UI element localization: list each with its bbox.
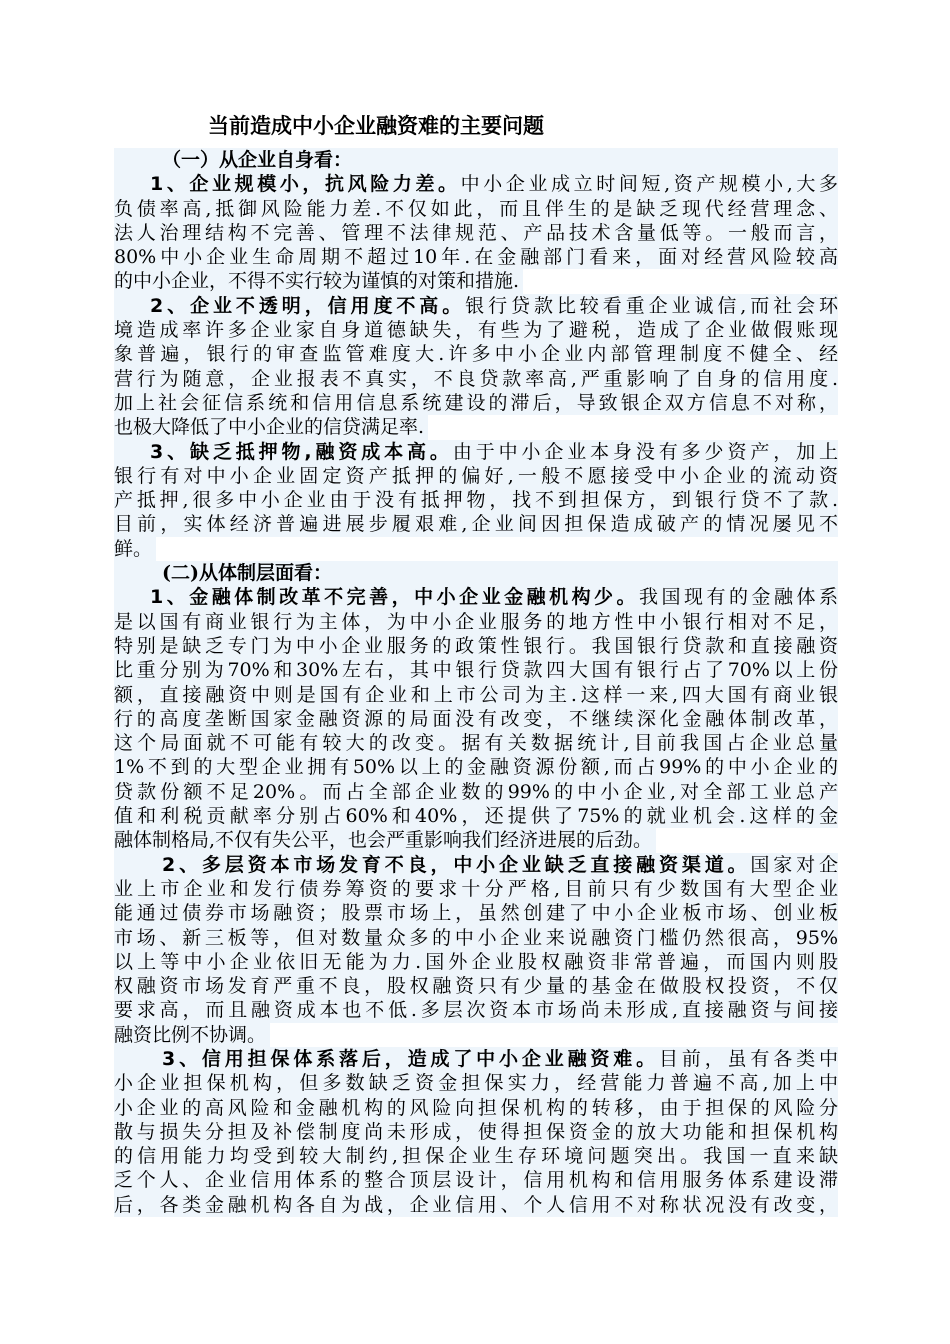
paragraph-line: 要求高，而且融资成本也不低.多层次资本市场尚未形成,直接融资与间接 bbox=[114, 999, 838, 1022]
paragraph-line: 3、缺乏抵押物,融资成本高。由于中小企业本身没有多少资产，加上 bbox=[114, 440, 838, 464]
paragraph-line: 权融资市场发育严重不良，股权融资只有少量的基金在做股权投资，不仅 bbox=[114, 975, 838, 998]
paragraph-line: 额，直接融资中则是国有企业和上市公司为主.这样一来,四大国有商业银 bbox=[114, 683, 838, 706]
paragraph-line: 散与损失分担及补偿制度尚未形成，使得担保资金的放大功能和担保机构 bbox=[114, 1120, 838, 1143]
paragraph-line: 1、企业规模小，抗风险力差。中小企业成立时间短,资产规模小,大多 bbox=[114, 172, 838, 196]
paragraph-line: 后，各类金融机构各自为战，企业信用、个人信用不对称状况没有改变， bbox=[114, 1193, 838, 1216]
paragraph-line: 融体制格局,不仅有失公平，也会严重影响我们经济进展的后劲。 bbox=[114, 828, 656, 852]
paragraph-line: 特别是缺乏专门为中小企业服务的政策性银行。我国银行贷款和直接融资 bbox=[114, 634, 838, 657]
paragraph-line: 2、企业不透明，信用度不高。银行贷款比较看重企业诚信,而社会环 bbox=[114, 294, 838, 318]
paragraph-line: 业上市企业和发行债券筹资的要求十分严格,目前只有少数国有大型企业 bbox=[114, 877, 838, 900]
paragraph-line: 境造成率许多企业家自身道德缺失，有些为了避税，造成了企业做假账现 bbox=[114, 319, 838, 342]
paragraph-line: 以上等中小企业依旧无能为力.国外企业股权融资非常普遍，而国内则股 bbox=[114, 950, 838, 973]
paragraph-line: 3、信用担保体系落后，造成了中小企业融资难。目前，虽有各类中 bbox=[114, 1047, 838, 1071]
document-body bbox=[114, 148, 838, 1217]
paragraph-line: 鲜。 bbox=[114, 537, 156, 561]
paragraph-line: 小企业担保机构，但多数缺乏资金担保实力，经营能力普遍不高,加上中 bbox=[114, 1072, 838, 1095]
document-title: 当前造成中小企业融资难的主要问题 bbox=[208, 114, 544, 138]
paragraph-lead: 3、缺乏抵押物,融资成本高。 bbox=[150, 440, 453, 463]
paragraph-line: 法人治理结构不完善、管理不法律规范、产品技术含量低等。一般而言， bbox=[114, 221, 838, 244]
paragraph-lead: 3、信用担保体系落后，造成了中小企业融资难。 bbox=[162, 1047, 659, 1070]
paragraph-line: 1%不到的大型企业拥有50%以上的金融资源份额,而占99%的中小企业的 bbox=[114, 756, 838, 779]
paragraph-line: 市场、新三板等，但对数量众多的中小企业来说融资门槛仍然很高，95% bbox=[114, 926, 838, 949]
paragraph-line: 行的高度垄断国家金融资源的局面没有改变，不继续深化金融体制改革， bbox=[114, 707, 838, 730]
paragraph-line: 比重分别为70%和30%左右，其中银行贷款四大国有银行占了70%以上份 bbox=[114, 659, 838, 682]
paragraph-line: 的中小企业，不得不实行较为谨慎的对策和措施. bbox=[114, 269, 523, 293]
paragraph-line: 乏个人、企业信用体系的整合顶层设计，信用机构和信用服务体系建设滞 bbox=[114, 1169, 838, 1192]
paragraph-lead: 2、多层资本市场发育不良，中小企业缺乏直接融资渠道。 bbox=[162, 853, 751, 876]
section-heading-enterprise: （一）从企业自身看： bbox=[114, 148, 838, 172]
section-heading-institutional: (二)从体制层面看： bbox=[114, 561, 838, 585]
paragraph-line: 小企业的高风险和金融机构的风险向担保机构的转移，由于担保的风险分 bbox=[114, 1096, 838, 1119]
paragraph-line: 产抵押,很多中小企业由于没有抵押物，找不到担保方，到银行贷不了款. bbox=[114, 489, 838, 512]
paragraph-line: 的信用能力均受到较大制约,担保企业生存环境问题突出。我国一直来缺 bbox=[114, 1145, 838, 1168]
paragraph-line: 1、金融体制改革不完善，中小企业金融机构少。我国现有的金融体系 bbox=[114, 585, 838, 609]
paragraph-line: 目前，实体经济普遍进展步履艰难,企业间因担保造成破产的情况屡见不 bbox=[114, 513, 838, 536]
paragraph-line: 也极大降低了中小企业的信贷满足率. bbox=[114, 415, 428, 439]
paragraph-line: 值和利税贡献率分别占60%和40%，还提供了75%的就业机会.这样的金 bbox=[114, 805, 838, 828]
paragraph-line: 融资比例不协调。 bbox=[114, 1023, 270, 1047]
paragraph-line: 负债率高,抵御风险能力差.不仅如此，而且伴生的是缺乏现代经营理念、 bbox=[114, 197, 838, 220]
paragraph-line: 贷款份额不足20%。而占全部企业数的99%的中小企业,对全部工业总产 bbox=[114, 780, 838, 803]
paragraph-line: 加上社会征信系统和信用信息系统建设的滞后，导致银企双方信息不对称， bbox=[114, 391, 838, 414]
paragraph-line: 是以国有商业银行为主体，为中小企业服务的地方性中小银行相对不足， bbox=[114, 610, 838, 633]
paragraph-line: 2、多层资本市场发育不良，中小企业缺乏直接融资渠道。国家对企 bbox=[114, 853, 838, 877]
paragraph-line: 这个局面就不可能有较大的改变。据有关数据统计,目前我国占企业总量 bbox=[114, 732, 838, 755]
paragraph-line: 营行为随意，企业报表不真实，不良贷款率高,严重影响了自身的信用度. bbox=[114, 367, 838, 390]
paragraph-lead: 1、金融体制改革不完善，中小企业金融机构少。 bbox=[150, 586, 640, 609]
paragraph-line: 象普遍，银行的审查监管难度大.许多中小企业内部管理制度不健全、经 bbox=[114, 343, 838, 366]
paragraph-line: 80%中小企业生命周期不超过10年.在金融部门看来，面对经营风险较高 bbox=[114, 246, 838, 269]
paragraph-line: 银行有对中小企业固定资产抵押的偏好,一般不愿接受中小企业的流动资 bbox=[114, 464, 838, 487]
paragraph-lead: 1、企业规模小，抗风险力差。 bbox=[150, 173, 461, 196]
paragraph-lead: 2、企业不透明，信用度不高。 bbox=[150, 294, 466, 317]
paragraph-line: 能通过债券市场融资；股票市场上，虽然创建了中小企业板市场、创业板 bbox=[114, 902, 838, 925]
